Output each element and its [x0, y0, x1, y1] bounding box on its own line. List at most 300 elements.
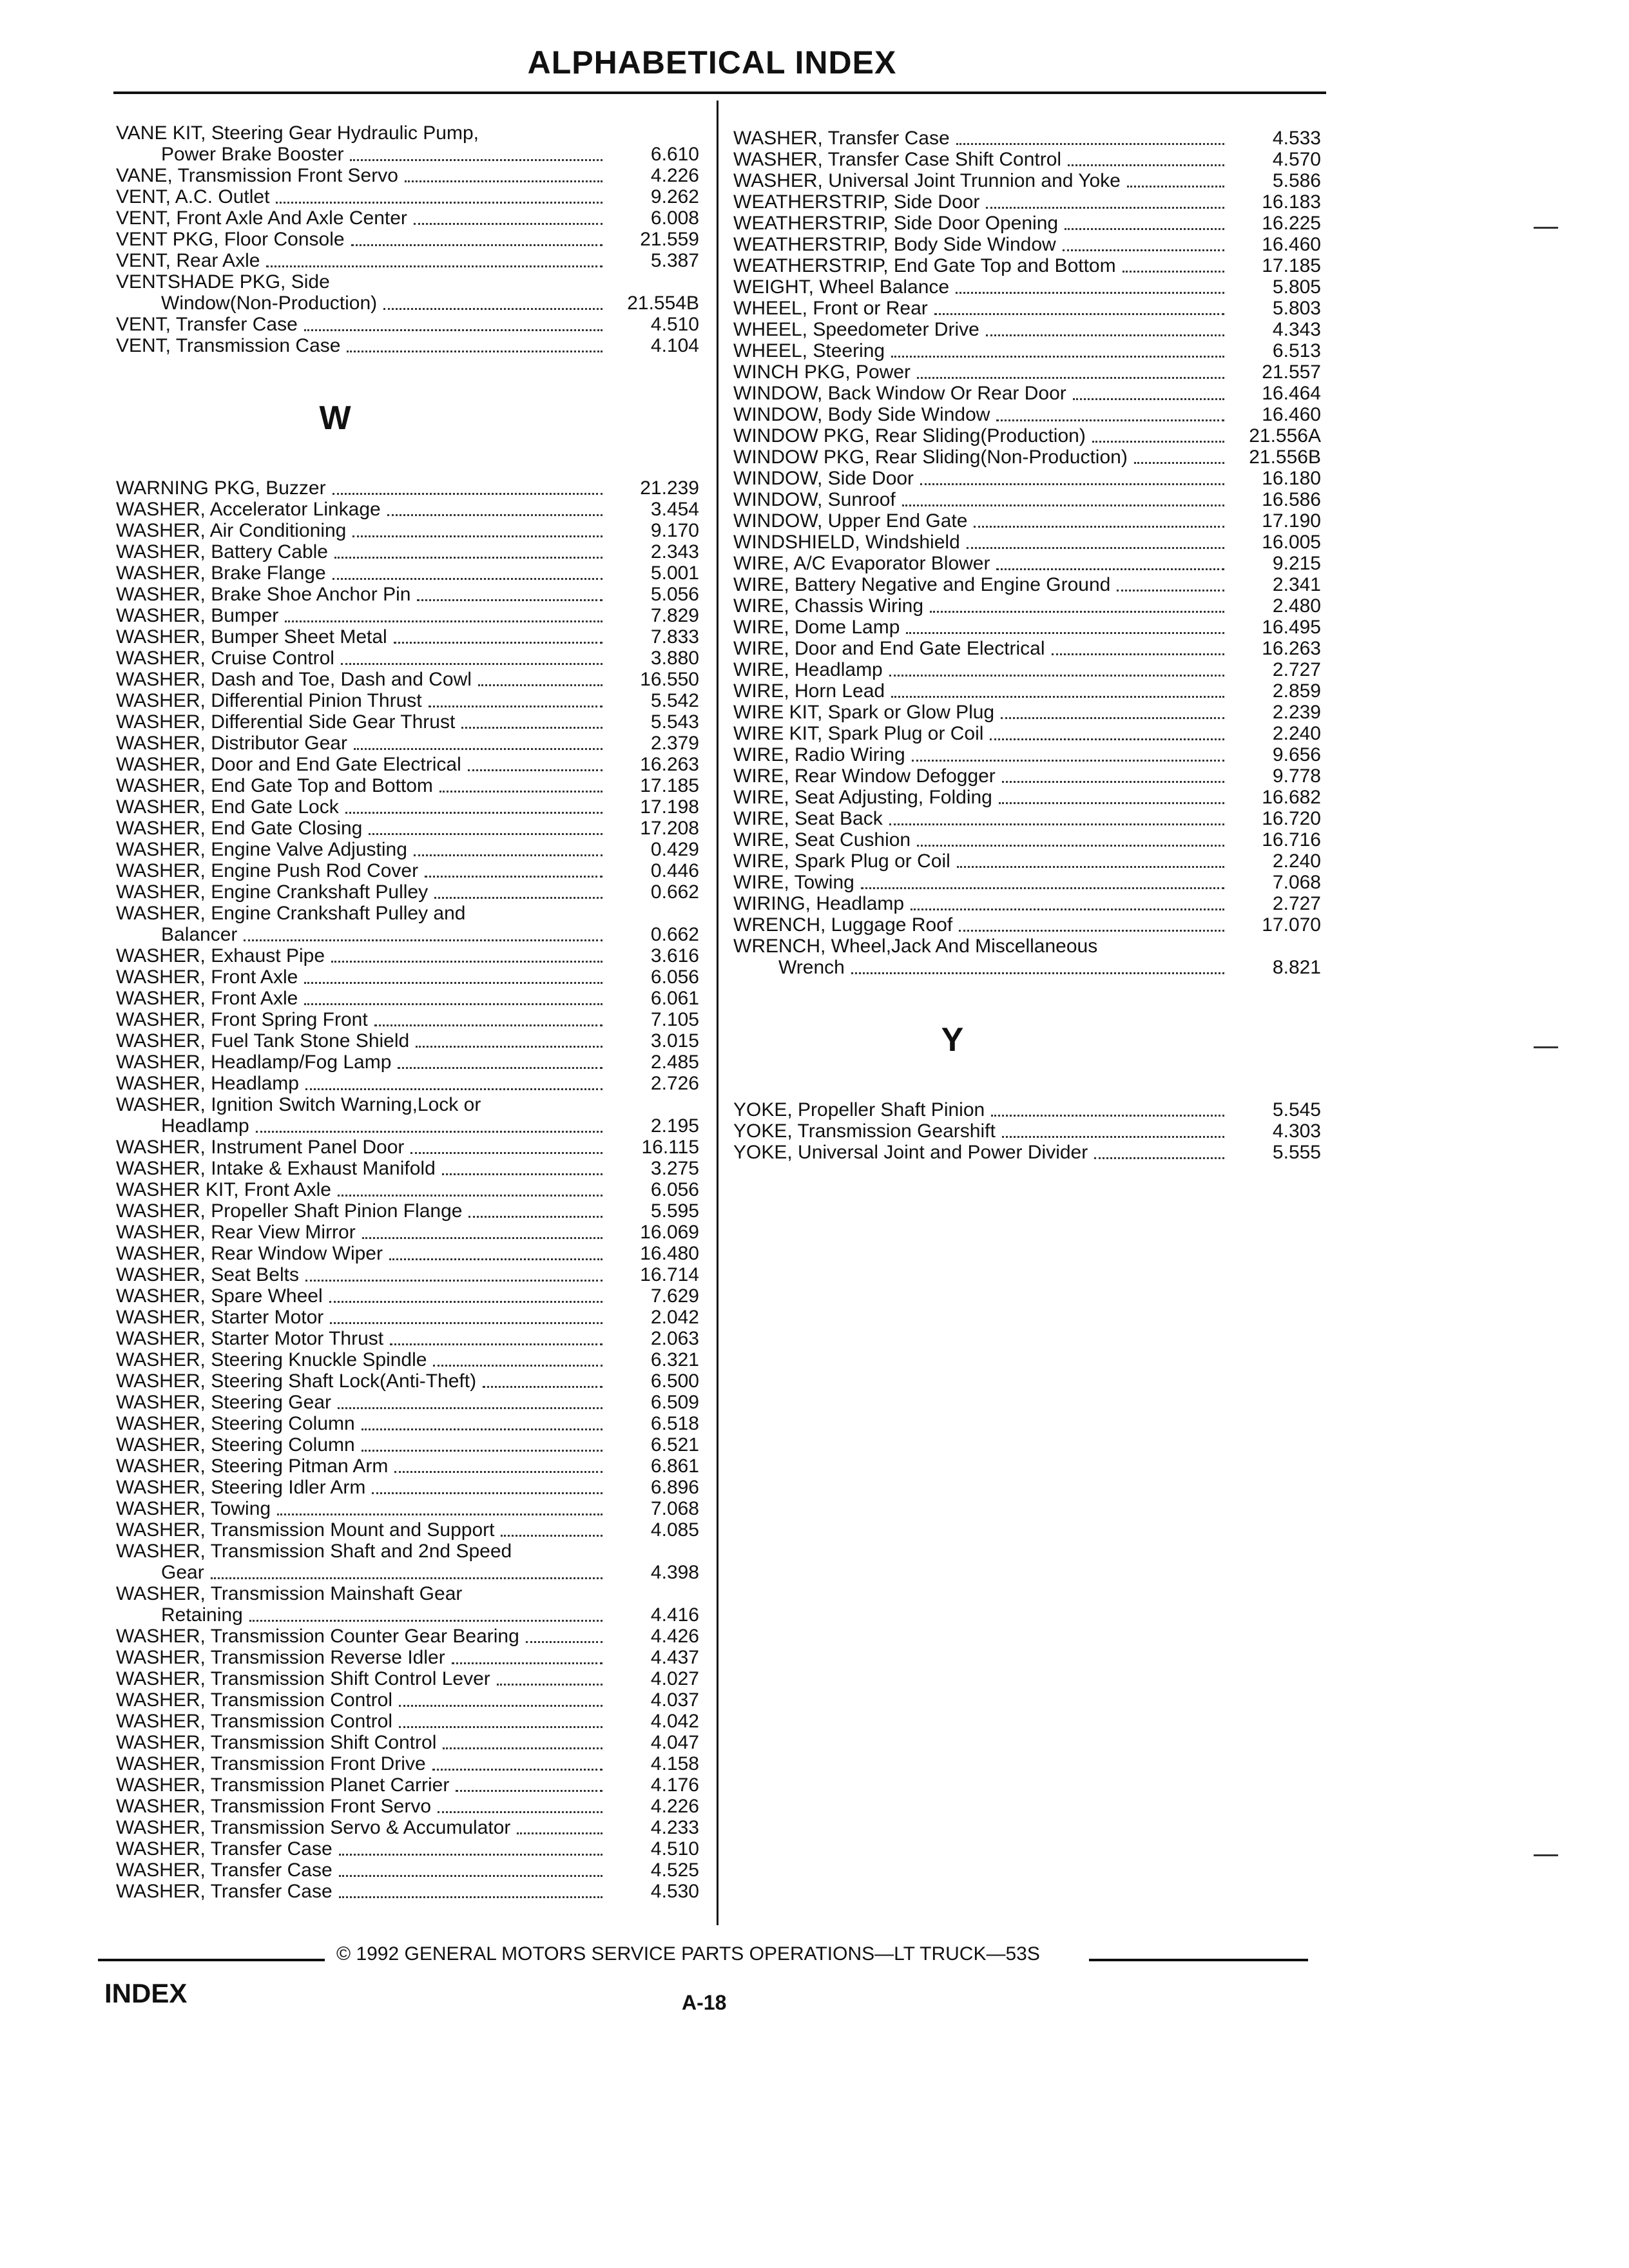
index-entry-text: WIRE, Seat Cushion [733, 829, 911, 850]
dot-leader [1092, 441, 1224, 443]
index-entry-first-line: VANE KIT, Steering Gear Hydraulic Pump, [116, 122, 479, 144]
dot-leader [333, 578, 602, 580]
dot-leader [304, 982, 602, 984]
index-entry-page: 4.233 [650, 1817, 699, 1838]
dot-leader [956, 292, 1224, 294]
dot-leader [851, 972, 1224, 974]
index-entry-page: 2.239 [1272, 702, 1321, 723]
index-entry-text: WASHER, Steering Idler Arm [116, 1477, 366, 1498]
dot-leader [517, 1832, 602, 1834]
index-entry-text: Gear [161, 1562, 204, 1583]
index-entry [116, 1349, 699, 1370]
index-entry-text: WEIGHT, Wheel Balance [733, 276, 950, 298]
index-entry-text: WASHER, Headlamp/Fog Lamp [116, 1052, 392, 1073]
dot-leader [387, 514, 602, 516]
dot-leader [331, 961, 602, 963]
index-entry [116, 690, 699, 711]
index-entry-page: 5.555 [1272, 1142, 1321, 1163]
index-entry-page: 21.556B [1249, 447, 1321, 468]
index-entry-text: WASHER, Distributor Gear [116, 733, 347, 754]
index-entry [733, 340, 1321, 361]
dot-leader [354, 748, 602, 750]
index-entry-text: WIRE, Horn Lead [733, 680, 885, 702]
index-entry-page: 2.727 [1272, 893, 1321, 914]
index-entry-page: 6.518 [650, 1413, 699, 1434]
footer-rule-left [98, 1959, 325, 1961]
index-entry [733, 574, 1321, 595]
index-entry-page: 2.240 [1272, 850, 1321, 872]
index-entry-page: 17.198 [640, 796, 699, 818]
index-entry-page: 5.542 [650, 690, 699, 711]
index-entry-text: WASHER, Air Conditioning [116, 520, 347, 541]
index-entry-text: WASHER, Differential Pinion Thrust [116, 690, 422, 711]
index-entry-text: WASHER, Transmission Shift Control [116, 1732, 437, 1753]
index-entry-page: 4.226 [650, 1796, 699, 1817]
index-entry-page: 4.176 [650, 1774, 699, 1796]
index-entry [116, 1030, 699, 1052]
index-entry [116, 1413, 699, 1434]
index-entry [116, 1562, 699, 1583]
index-entry [733, 213, 1321, 234]
dot-leader [438, 1811, 602, 1813]
index-entry [733, 829, 1321, 850]
index-entry [116, 186, 699, 207]
index-entry-text: VENT, A.C. Outlet [116, 186, 270, 207]
index-entry [116, 1243, 699, 1264]
index-entry [733, 553, 1321, 574]
dot-leader [1134, 462, 1224, 464]
dot-leader [305, 1088, 602, 1090]
index-entry [116, 1434, 699, 1456]
index-entry-first-line: VENTSHADE PKG, Side [116, 271, 330, 293]
dot-leader [861, 887, 1224, 889]
dot-leader [361, 1450, 602, 1452]
index-entry [733, 595, 1321, 617]
dot-leader [362, 1237, 602, 1239]
index-entry-text: WASHER, Exhaust Pipe [116, 945, 325, 966]
index-entry [116, 1626, 699, 1647]
index-entry-text: WRENCH, Luggage Roof [733, 914, 953, 936]
dot-leader [266, 265, 602, 267]
index-entry-page: 4.226 [650, 165, 699, 186]
index-entry-text: WASHER, Transmission Front Servo [116, 1796, 432, 1817]
index-entry-text: WINDOW PKG, Rear Sliding(Production) [733, 425, 1086, 447]
index-entry-text: WHEEL, Steering [733, 340, 885, 361]
dot-leader [347, 351, 602, 352]
index-entry [733, 893, 1321, 914]
index-entry-text: Retaining [161, 1604, 243, 1626]
index-entry-page: 6.008 [650, 207, 699, 229]
dot-leader [352, 535, 602, 537]
index-entry [116, 1860, 699, 1881]
section-heading-y: Y [941, 1021, 964, 1059]
index-entry-page: 16.720 [1262, 808, 1321, 829]
index-entry-page: 7.068 [1272, 872, 1321, 893]
index-entry [116, 1328, 699, 1349]
index-entry-text: VENT, Rear Axle [116, 250, 260, 271]
index-entry-page: 6.513 [1272, 340, 1321, 361]
index-entry [116, 520, 699, 541]
index-entry-text: WASHER, Steering Knuckle Spindle [116, 1349, 427, 1370]
index-entry [116, 229, 699, 250]
index-entry [733, 447, 1321, 468]
dot-leader [304, 1003, 602, 1005]
dot-leader [369, 833, 602, 835]
index-entry-page: 2.341 [1272, 574, 1321, 595]
index-entry-text: WASHER KIT, Front Axle [116, 1179, 331, 1200]
index-entry-page: 4.104 [650, 335, 699, 356]
index-entry-page: 0.662 [650, 924, 699, 945]
dot-leader [956, 143, 1224, 145]
index-entry-text: WASHER, Brake Shoe Anchor Pin [116, 584, 411, 605]
index-entry-page: 6.321 [650, 1349, 699, 1370]
index-entry [116, 1009, 699, 1030]
index-entry [733, 638, 1321, 659]
index-entry-text: VENT, Transfer Case [116, 314, 298, 335]
index-entry-text: WASHER, Transmission Control [116, 1711, 392, 1732]
dot-leader [394, 642, 602, 644]
index-entry-text: WIRE, Seat Adjusting, Folding [733, 787, 992, 808]
index-entry-page: 3.454 [650, 499, 699, 520]
index-entry-page: 16.069 [640, 1222, 699, 1243]
index-entry [733, 914, 1321, 936]
margin-tick-mark [1534, 1854, 1558, 1856]
index-entry-page: 9.215 [1272, 553, 1321, 574]
dot-leader [211, 1577, 602, 1579]
index-entry-text: Balancer [161, 924, 238, 945]
index-entry [733, 617, 1321, 638]
dot-leader [1065, 228, 1224, 230]
index-entry [116, 250, 699, 271]
index-entry-page: 4.085 [650, 1519, 699, 1541]
index-entry [116, 711, 699, 733]
index-entry-page: 0.429 [650, 839, 699, 860]
dot-leader [1002, 1136, 1224, 1138]
index-entry-page: 5.803 [1272, 298, 1321, 319]
index-entry-page: 2.240 [1272, 723, 1321, 744]
dot-leader [433, 1365, 602, 1367]
dot-leader [917, 845, 1224, 847]
dot-leader [934, 313, 1224, 315]
index-entry [733, 468, 1321, 489]
index-entry-page: 9.262 [650, 186, 699, 207]
index-entry-page: 5.543 [650, 711, 699, 733]
dot-leader [974, 526, 1224, 528]
index-entry-page: 4.570 [1272, 149, 1321, 170]
index-entry [733, 659, 1321, 680]
index-entry-text: WASHER, Transmission Reverse Idler [116, 1647, 445, 1668]
index-entry [116, 1392, 699, 1413]
dot-leader [497, 1684, 602, 1686]
index-entry-text: WASHER, Steering Column [116, 1413, 355, 1434]
index-entry-page: 21.556A [1249, 425, 1321, 447]
dot-leader [891, 696, 1224, 698]
footer-rule-right [1089, 1959, 1308, 1961]
index-entry-page: 6.056 [650, 1179, 699, 1200]
index-entry-text: WIRE, Radio Wiring [733, 744, 905, 765]
index-entry-page: 4.047 [650, 1732, 699, 1753]
index-entry [116, 1711, 699, 1732]
index-entry-page: 6.500 [650, 1370, 699, 1392]
index-entry [733, 510, 1321, 532]
index-entry-text: YOKE, Universal Joint and Power Divider [733, 1142, 1088, 1163]
index-entry-page: 5.056 [650, 584, 699, 605]
dot-leader [341, 663, 602, 665]
dot-leader [434, 897, 602, 899]
dot-leader [398, 1067, 602, 1069]
index-entry [733, 298, 1321, 319]
index-entry-page: 21.559 [640, 229, 699, 250]
index-entry-page: 4.437 [650, 1647, 699, 1668]
index-entry [116, 775, 699, 796]
index-entry [733, 872, 1321, 893]
index-entry [116, 1307, 699, 1328]
index-entry [116, 165, 699, 186]
index-entry-page: 17.208 [640, 818, 699, 839]
index-entry-text: WASHER, Battery Cable [116, 541, 328, 562]
dot-leader [911, 908, 1224, 910]
index-entry-text: WINCH PKG, Power [733, 361, 911, 383]
index-entry [116, 1881, 699, 1902]
index-entry-text: WASHER, Seat Belts [116, 1264, 299, 1285]
index-entry-text: WASHER, Towing [116, 1498, 271, 1519]
index-entry-text: VENT PKG, Floor Console [116, 229, 345, 250]
dot-leader [425, 876, 602, 878]
index-entry-page: 2.859 [1272, 680, 1321, 702]
dot-leader [912, 760, 1224, 762]
dot-leader [526, 1641, 602, 1643]
index-entry [116, 1137, 699, 1158]
index-entry-page: 2.485 [650, 1052, 699, 1073]
index-entry-text: WASHER, End Gate Top and Bottom [116, 775, 433, 796]
dot-leader [443, 1747, 602, 1749]
index-entry-text: WASHER, Transfer Case [733, 128, 950, 149]
index-entry-page: 16.225 [1262, 213, 1321, 234]
index-entry [733, 361, 1321, 383]
index-entry-text: WASHER, Bumper [116, 605, 279, 626]
index-entry [116, 1456, 699, 1477]
index-entry-text: Power Brake Booster [161, 144, 344, 165]
index-entry-text: WASHER, Accelerator Linkage [116, 499, 381, 520]
index-entry-text: WASHER, Instrument Panel Door [116, 1137, 405, 1158]
index-entry-page: 8.821 [1272, 957, 1321, 978]
dot-leader [959, 930, 1224, 932]
index-entry [116, 1519, 699, 1541]
index-entry [116, 754, 699, 775]
index-entry [116, 1477, 699, 1498]
index-entry-text: VENT, Transmission Case [116, 335, 341, 356]
index-entry-page: 6.521 [650, 1434, 699, 1456]
index-entry [116, 1817, 699, 1838]
index-entry [116, 1647, 699, 1668]
dot-leader [891, 356, 1224, 358]
index-entry-text: Headlamp [161, 1115, 249, 1137]
index-entry [733, 532, 1321, 553]
index-entry [733, 255, 1321, 276]
dot-leader [350, 159, 602, 161]
column-divider [717, 101, 718, 1925]
index-entry [116, 860, 699, 881]
index-entry [733, 808, 1321, 829]
dot-leader [244, 939, 602, 941]
index-entry-page: 4.398 [650, 1562, 699, 1583]
dot-leader [501, 1535, 602, 1537]
dot-leader [339, 1896, 602, 1898]
index-entry-text: WASHER, Fuel Tank Stone Shield [116, 1030, 410, 1052]
index-entry [116, 1370, 699, 1392]
margin-tick-mark [1534, 1046, 1558, 1048]
index-entry-page: 9.778 [1272, 765, 1321, 787]
dot-leader [1127, 186, 1224, 187]
index-entry-page: 5.586 [1272, 170, 1321, 191]
dot-leader [285, 620, 602, 622]
index-entry-text: WINDOW, Body Side Window [733, 404, 990, 425]
index-entry-text: WASHER, Steering Shaft Lock(Anti-Theft) [116, 1370, 477, 1392]
dot-leader [339, 1875, 602, 1877]
dot-leader [906, 632, 1224, 634]
index-entry [116, 144, 699, 165]
dot-leader [394, 1471, 602, 1473]
index-entry [116, 207, 699, 229]
index-entry-page: 16.460 [1262, 234, 1321, 255]
dot-leader [1068, 164, 1224, 166]
index-entry [116, 335, 699, 356]
dot-leader [483, 1386, 602, 1388]
dot-leader [333, 493, 602, 495]
dot-leader [417, 599, 602, 601]
index-entry-page: 4.525 [650, 1860, 699, 1881]
index-entry-page: 16.682 [1262, 787, 1321, 808]
index-entry-first-line: WASHER, Engine Crankshaft Pulley and [116, 903, 466, 924]
dot-leader [338, 1407, 602, 1409]
index-entry [733, 957, 1321, 978]
index-entry-page: 16.263 [1262, 638, 1321, 659]
dot-leader [414, 223, 602, 225]
index-entry [733, 489, 1321, 510]
dot-leader [351, 244, 602, 246]
index-entry-page: 3.015 [650, 1030, 699, 1052]
index-entry-text: WASHER, Transfer Case Shift Control [733, 149, 1062, 170]
dot-leader [277, 1514, 602, 1515]
index-entry-page: 7.105 [650, 1009, 699, 1030]
dot-leader [416, 1046, 602, 1048]
dot-leader [329, 1301, 602, 1303]
dot-leader [399, 1705, 602, 1707]
dot-leader [345, 812, 602, 814]
index-entry-page: 17.070 [1262, 914, 1321, 936]
index-entry [733, 1099, 1321, 1120]
dot-leader [439, 791, 602, 793]
index-entry-page: 17.185 [640, 775, 699, 796]
index-entry-text: WASHER, Engine Push Rod Cover [116, 860, 419, 881]
index-entry-page: 6.610 [650, 144, 699, 165]
dot-leader [374, 1024, 602, 1026]
dot-leader [361, 1428, 602, 1430]
index-entry-text: WASHER, Bumper Sheet Metal [116, 626, 387, 648]
dot-leader [390, 1343, 602, 1345]
dot-leader [399, 1726, 602, 1728]
dot-leader [902, 505, 1224, 506]
index-entry-text: WASHER, Steering Column [116, 1434, 355, 1456]
index-entry [733, 425, 1321, 447]
index-entry-page: 16.586 [1262, 489, 1321, 510]
index-entry [733, 1142, 1321, 1163]
index-entry-page: 4.027 [650, 1668, 699, 1689]
dot-leader [478, 684, 602, 686]
index-entry [116, 669, 699, 690]
index-entry-page: 4.510 [650, 314, 699, 335]
index-entry [116, 945, 699, 966]
index-entry-page: 4.416 [650, 1604, 699, 1626]
index-entry-page: 9.170 [650, 520, 699, 541]
dot-leader [452, 1662, 602, 1664]
index-entry [116, 966, 699, 988]
index-entry [116, 1115, 699, 1137]
index-entry-page: 2.727 [1272, 659, 1321, 680]
index-entry-text: WINDOW, Back Window Or Rear Door [733, 383, 1066, 404]
index-entry [116, 796, 699, 818]
index-entry-page: 4.343 [1272, 319, 1321, 340]
index-entry-page: 5.001 [650, 562, 699, 584]
index-entry [733, 276, 1321, 298]
index-entry [116, 1264, 699, 1285]
index-entry-text: WINDOW, Upper End Gate [733, 510, 968, 532]
index-entry-page: 21.239 [640, 477, 699, 499]
index-entry [733, 787, 1321, 808]
index-entry-page: 2.343 [650, 541, 699, 562]
index-entry-text: WIRE, A/C Evaporator Blower [733, 553, 990, 574]
index-entry-page: 4.042 [650, 1711, 699, 1732]
index-entry-page: 16.460 [1262, 404, 1321, 425]
index-entry [733, 128, 1321, 149]
index-entry-first-line: WRENCH, Wheel,Jack And Miscellaneous [733, 936, 1098, 957]
index-entry [733, 191, 1321, 213]
index-entry-page: 5.545 [1272, 1099, 1321, 1120]
index-entry-text: WASHER, Front Spring Front [116, 1009, 368, 1030]
dot-leader [889, 823, 1224, 825]
index-entry-text: WASHER, Transmission Front Drive [116, 1753, 426, 1774]
index-entry-text: WIRE, Door and End Gate Electrical [733, 638, 1045, 659]
footer-copyright: © 1992 GENERAL MOTORS SERVICE PARTS OPERATIONS—LT TRUCK—53S [336, 1943, 1040, 1965]
index-entry [116, 1604, 699, 1626]
dot-leader [334, 557, 602, 559]
dot-leader [304, 329, 602, 331]
index-entry-text: WASHER, Transfer Case [116, 1860, 333, 1881]
index-entry-page: 7.629 [650, 1285, 699, 1307]
index-group-y [733, 1099, 1321, 1163]
dot-leader [405, 180, 602, 182]
index-entry [733, 702, 1321, 723]
index-entry [116, 1774, 699, 1796]
dot-leader [999, 802, 1224, 804]
index-entry [733, 680, 1321, 702]
index-entry [116, 818, 699, 839]
index-entry-page: 16.480 [640, 1243, 699, 1264]
right-column [733, 128, 1321, 1163]
dot-leader [1073, 398, 1224, 400]
dot-leader [1117, 590, 1224, 591]
index-entry-text: WASHER, Transfer Case [116, 1881, 333, 1902]
dot-leader [990, 738, 1224, 740]
index-entry-page: 5.387 [650, 250, 699, 271]
index-entry-text: WASHER, Universal Joint Trunnion and Yoke [733, 170, 1121, 191]
index-entry-text: WASHER, Door and End Gate Electrical [116, 754, 461, 775]
index-entry-text: WARNING PKG, Buzzer [116, 477, 326, 499]
index-entry-page: 5.595 [650, 1200, 699, 1222]
index-entry-page: 4.303 [1272, 1120, 1321, 1142]
index-entry-page: 16.464 [1262, 383, 1321, 404]
index-entry-page: 16.495 [1262, 617, 1321, 638]
